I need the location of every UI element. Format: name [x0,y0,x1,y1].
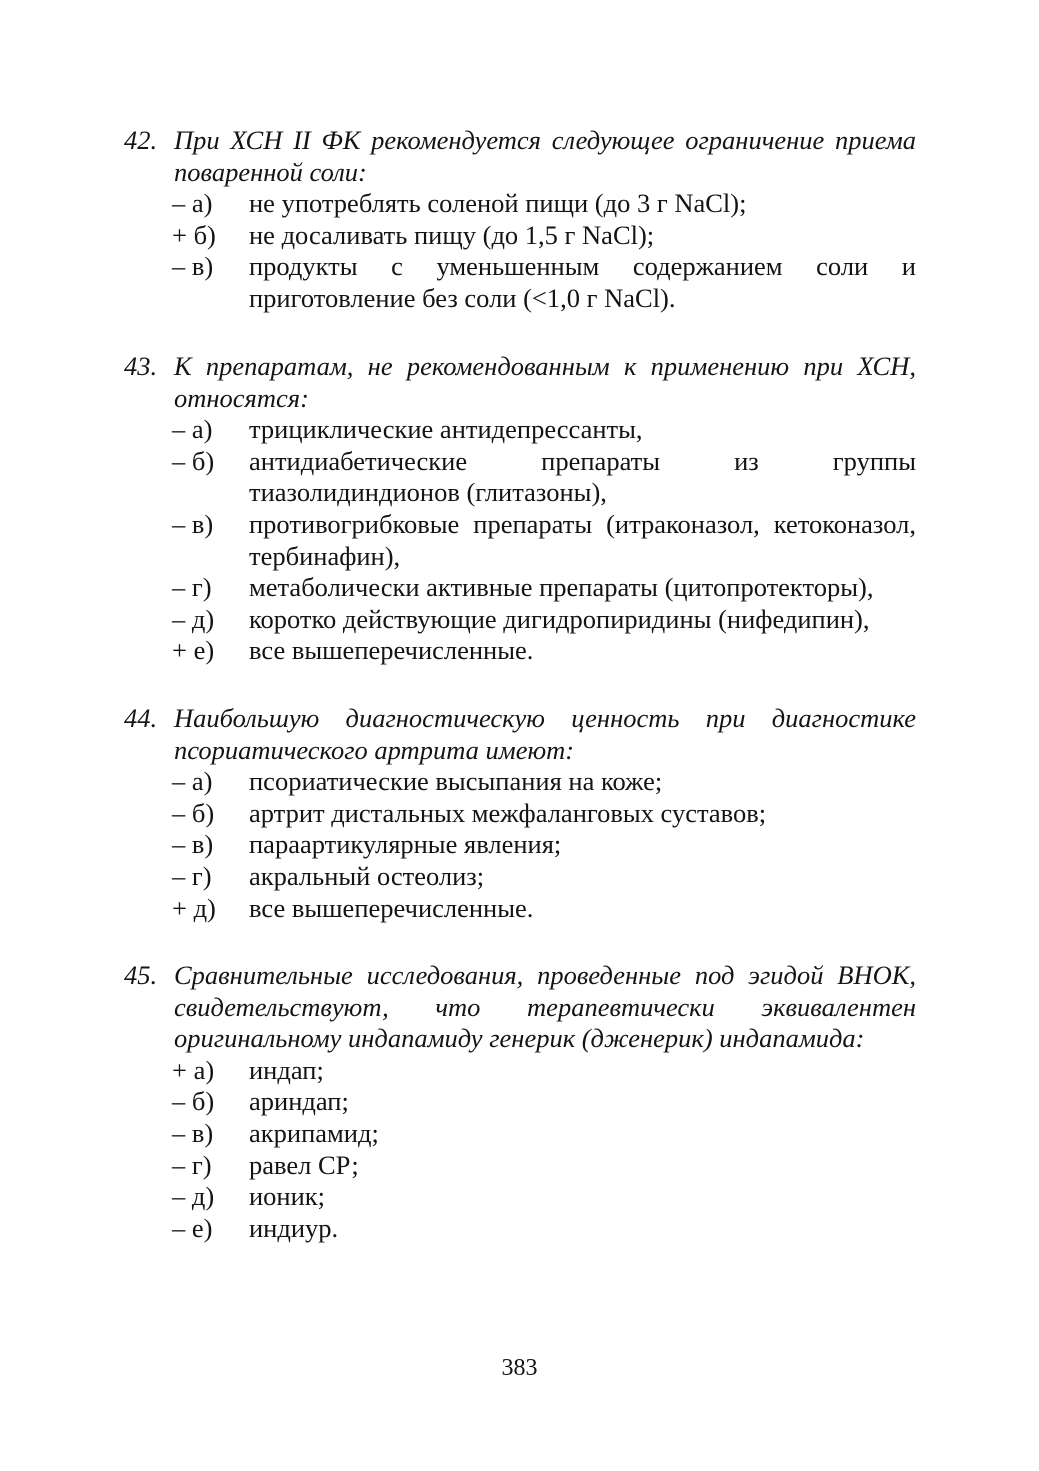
option-text: все вышеперечисленные. [249,635,534,666]
answer-option [124,893,916,925]
answer-option [124,861,916,893]
option-text: акральный остеолиз; [249,860,485,891]
answer-option [124,1055,916,1087]
option-marker: + б) [172,219,216,250]
option-text: метаболически активные препараты (цитопротекторы), [249,572,874,603]
option-marker: – в) [172,829,214,860]
question-text: К препаратам, не рекомендованным к применению при ХСН, относятся: [174,351,916,413]
option-text: индиур. [249,1212,339,1243]
option-text: трициклические антидепрессанты, [249,414,643,445]
question-44 [124,703,916,924]
option-text: все вышеперечисленные. [249,892,534,923]
option-marker: – в) [172,508,214,539]
question-42 [124,125,916,315]
option-text: коротко действующие дигидропиридины (нифедипин), [249,603,870,634]
answer-option [124,1181,916,1213]
question-number: 42. [124,125,158,155]
question-header [124,125,916,188]
option-text: не употреблять соленой пищи (до 3 г NaCl); [249,188,747,219]
question-header [124,703,916,766]
answer-option [124,446,916,509]
answer-option [124,188,916,220]
option-text: ионик; [249,1181,326,1212]
option-marker: – а) [172,766,213,797]
option-text: индап; [249,1054,324,1085]
option-text: ариндап; [249,1086,349,1117]
answer-option [124,1118,916,1150]
answer-option [124,635,916,667]
option-marker: – в) [172,251,214,282]
answer-option [124,829,916,861]
question-43 [124,351,916,667]
question-number: 43. [124,351,158,381]
option-marker: – б) [172,445,215,476]
option-marker: – в) [172,1117,214,1148]
option-text: равел СР; [249,1149,359,1180]
option-marker: – д) [172,603,215,634]
answer-option [124,572,916,604]
question-text: Сравнительные исследования, проведенные под эгидой ВНОК, свидетельствуют, что терапевтически эквивалентен оригинальному индапамиду генерик (дженерик) индапамида: [174,960,916,1054]
answer-option [124,1150,916,1182]
answer-option [124,766,916,798]
option-marker: – г) [172,1149,212,1180]
option-text: антидиабетические препараты из группы тиазолидиндионов (глитазоны), [249,445,916,508]
option-marker: + а) [172,1054,215,1085]
question-45 [124,960,916,1244]
option-text: продукты с уменьшенным содержанием соли и приготовление без соли (<1,0 г NaCl). [249,251,916,313]
option-text: противогрибковые препараты (итраконазол, кетоконазол, тербинафин), [249,508,916,571]
option-marker: – г) [172,860,212,891]
option-marker: – а) [172,188,213,219]
option-text: параартикулярные явления; [249,829,562,860]
answer-option [124,1213,916,1245]
answer-option [124,414,916,446]
option-marker: – б) [172,1086,215,1117]
answer-option [124,798,916,830]
answer-option [124,1086,916,1118]
option-marker: – д) [172,1181,215,1212]
answer-option [124,220,916,252]
option-text: артрит дистальных межфаланговых суставов; [249,797,767,828]
option-marker: + д) [172,892,216,923]
question-text: При ХСН II ФК рекомендуется следующее ограничение приема поваренной соли: [174,125,916,187]
option-marker: – а) [172,414,213,445]
option-text: псориатические высыпания на коже; [249,766,663,797]
option-text: не досаливать пищу (до 1,5 г NaCl); [249,219,655,250]
question-number: 44. [124,703,158,733]
option-text: акрипамид; [249,1117,379,1148]
question-text: Наибольшую диагностическую ценность при диагностике псориатического артрита имеют: [174,703,916,765]
question-number: 45. [124,960,158,990]
option-marker: – б) [172,797,215,828]
option-marker: – е) [172,1212,213,1243]
option-marker: + е) [172,635,215,666]
question-header [124,960,916,1055]
question-header [124,351,916,414]
answer-option [124,509,916,572]
answer-option [124,251,916,314]
answer-option [124,604,916,636]
page-number: 383 [501,1355,538,1381]
option-marker: – г) [172,572,212,603]
